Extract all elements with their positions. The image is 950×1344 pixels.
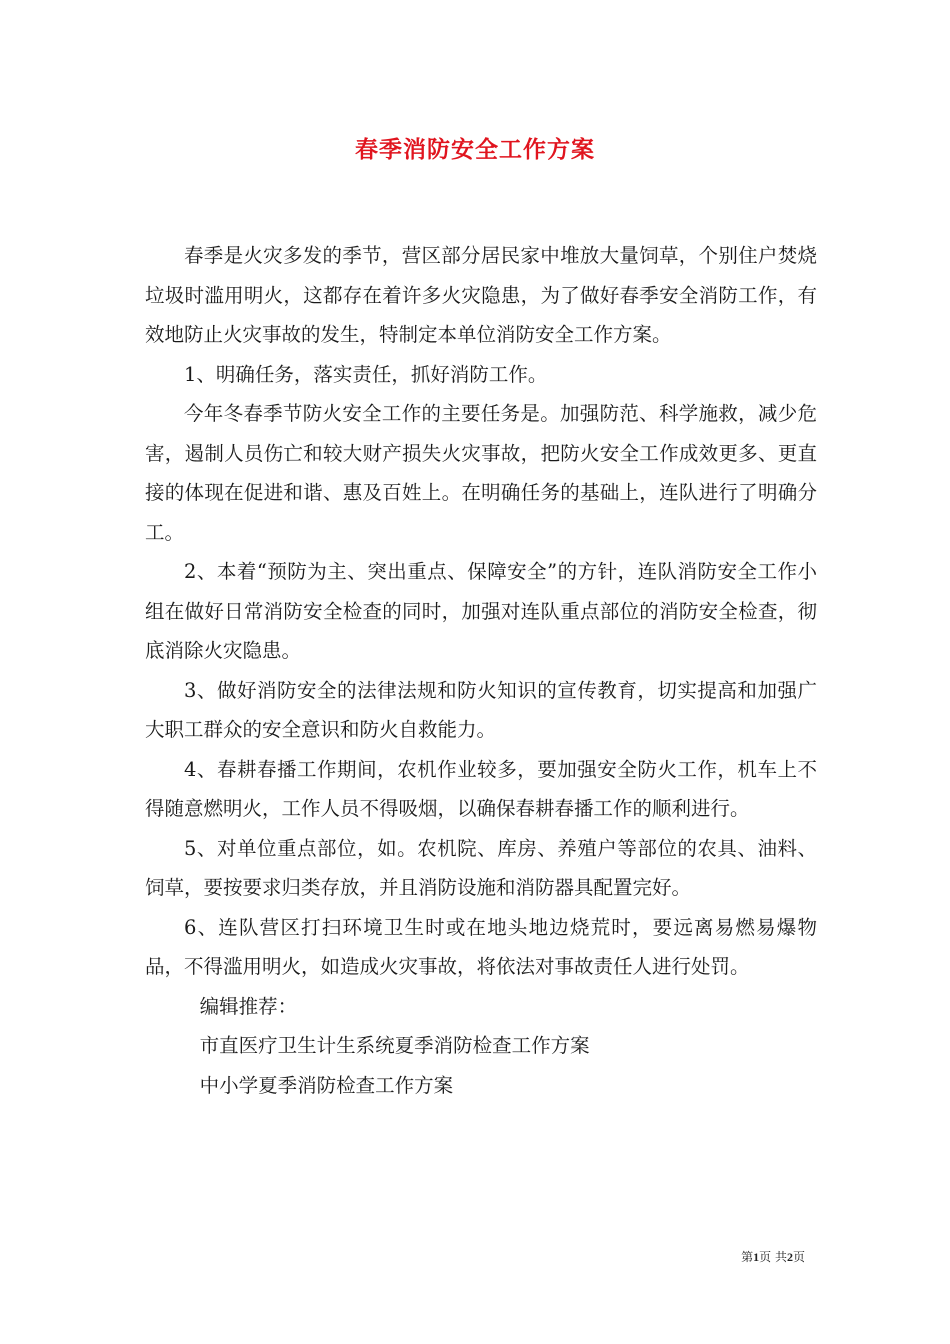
paragraph-item-1-detail: 今年冬春季节防火安全工作的主要任务是。加强防范、科学施救，减少危害，遏制人员伤亡和较大财产损失火灾事故，把防火安全工作成效更多、更直接的体现在促进和谐、惠及百姓上。在明确任务的基础上，连队进行了明确分工。: [145, 402, 817, 544]
current-page: 1: [753, 1250, 760, 1264]
paragraph-intro: 春季是火灾多发的季节，营区部分居民家中堆放大量饲草，个别住户焚烧垃圾时滥用明火，这都存在着许多火灾隐患，为了做好春季安全消防工作，有效地防止火灾事故的发生，特制定本单位消防安全工作方案。: [145, 244, 817, 346]
recommend-link[interactable]: 中小学夏季消防检查工作方案: [199, 1073, 454, 1097]
paragraph-item-6: 6、连队营区打扫环境卫生时或在地头地边烧荒时，要远离易燃易爆物品，不得滥用明火，如造成火灾事故，将依法对事故责任人进行处罚。: [145, 915, 817, 978]
paragraph-item-1: 1、明确任务，落实责任，抓好消防工作。: [184, 362, 548, 386]
document-title: 春季消防安全工作方案: [355, 136, 595, 163]
document-body: [145, 236, 817, 1105]
recommend-link[interactable]: 市直医疗卫生计生系统夏季消防检查工作方案: [199, 1034, 590, 1057]
page-number: [741, 1248, 805, 1265]
page-middle: 页 共: [759, 1250, 787, 1264]
paragraph-item-5: 5、对单位重点部位，如。农机院、库房、养殖户等部位的农具、油料、饲草，要按要求归类存放，并且消防设施和消防器具配置完好。: [145, 836, 817, 899]
recommend-label: 编辑推荐：: [199, 994, 298, 1018]
paragraph-item-3: 3、做好消防安全的法律法规和防火知识的宣传教育，切实提高和加强广大职工群众的安全意识和防火自救能力。: [145, 678, 817, 741]
total-pages: 2: [786, 1250, 793, 1264]
paragraph-item-4: 4、春耕春播工作期间，农机作业较多，要加强安全防火工作，机车上不得随意燃明火，工作人员不得吸烟，以确保春耕春播工作的顺利进行。: [145, 757, 817, 820]
page-suffix: 页: [792, 1250, 805, 1264]
paragraph-item-2: 2、本着“预防为主、突出重点、保障安全”的方针，连队消防安全工作小组在做好日常消防安全检查的同时，加强对连队重点部位的消防安全检查，彻底消除火灾隐患。: [145, 560, 817, 662]
page-prefix: 第: [741, 1250, 754, 1264]
